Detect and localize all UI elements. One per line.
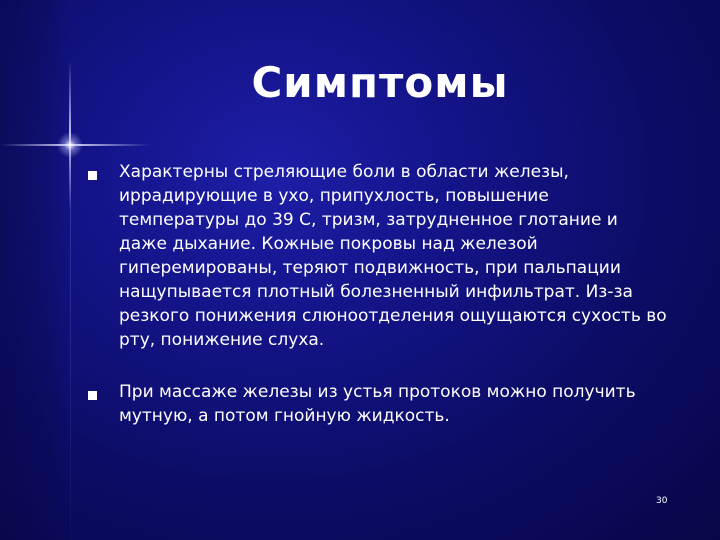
square-bullet-icon [88,171,97,180]
square-bullet-icon [88,391,97,400]
bullet-item [88,160,668,352]
bullet-text: При массаже железы из устья протоков можно получить мутную, а потом гнойную жидкость. [119,382,636,426]
light-flare-icon [57,132,83,158]
bullet-list [88,160,668,428]
slide-title: Симптомы [251,58,509,107]
bullet-item [88,380,668,428]
page-number: 30 [656,496,668,506]
bullet-text: Характерны стреляющие боли в области железы, иррадирующие в ухо, припухлость, повышение температуры до 39 С, тризм, затрудненное глотание и даже дыхание. Кожные покровы над железой гиперемированы, теряют подвижность, при пальпации нащупывается плотный болезненный инфильтрат. Из-за резкого понижения слюноотделения ощущаются сухость во рту, понижение слуха. [119,162,667,350]
